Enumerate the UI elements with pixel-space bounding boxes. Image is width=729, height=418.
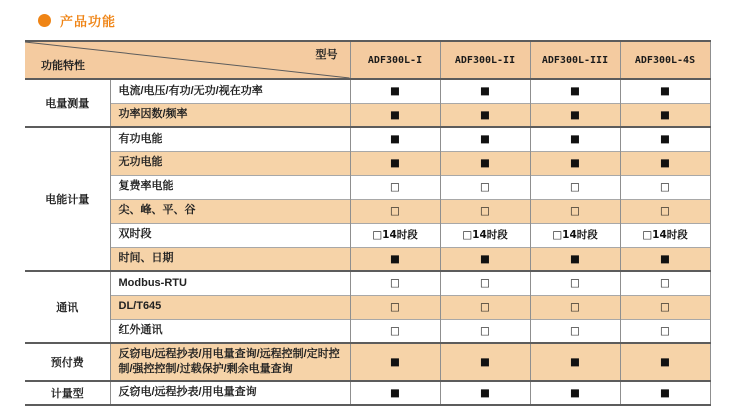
feature-cell: 反窃电/远程抄表/用电量查询 xyxy=(110,381,350,405)
support-mark: □ xyxy=(620,199,710,223)
feature-cell: Modbus-RTU xyxy=(110,271,350,295)
support-mark: ■ xyxy=(530,127,620,151)
support-mark: ■ xyxy=(440,151,530,175)
support-mark: □ xyxy=(440,319,530,343)
support-mark: ■ xyxy=(440,247,530,271)
support-mark: □ xyxy=(530,175,620,199)
support-mark: ■ xyxy=(620,343,710,381)
support-mark: ■ xyxy=(620,247,710,271)
table-row xyxy=(25,381,710,405)
support-mark: □ xyxy=(350,199,440,223)
table-row xyxy=(25,79,710,103)
feature-cell: 复费率电能 xyxy=(110,175,350,199)
support-mark: □14时段 xyxy=(620,223,710,247)
category-cell: 通讯 xyxy=(25,271,110,343)
support-mark: □ xyxy=(530,271,620,295)
support-mark: ■ xyxy=(350,127,440,151)
support-mark: □14时段 xyxy=(350,223,440,247)
support-mark: ■ xyxy=(620,103,710,127)
corner-model-label: 型号 xyxy=(315,49,338,61)
support-mark: ■ xyxy=(350,79,440,103)
support-mark: □ xyxy=(620,175,710,199)
support-mark: ■ xyxy=(530,247,620,271)
table-row xyxy=(25,343,710,381)
support-mark: ■ xyxy=(440,343,530,381)
table-row xyxy=(25,295,710,319)
model-header-adf300l-ii: ADF300L-II xyxy=(440,41,530,79)
support-mark: □ xyxy=(350,319,440,343)
feature-cell: 反窃电/远程抄表/用电量查询/远程控制/定时控制/强控控制/过载保护/剩余电量查询 xyxy=(110,343,350,381)
support-mark: ■ xyxy=(440,381,530,405)
support-mark: □ xyxy=(620,319,710,343)
support-mark: □ xyxy=(440,271,530,295)
feature-cell: 电流/电压/有功/无功/视在功率 xyxy=(110,79,350,103)
category-cell: 电量测量 xyxy=(25,79,110,127)
support-mark: □ xyxy=(530,295,620,319)
category-cell: 计量型 xyxy=(25,381,110,405)
table-row xyxy=(25,175,710,199)
support-mark: ■ xyxy=(530,103,620,127)
support-mark: □ xyxy=(530,319,620,343)
section-title xyxy=(38,11,116,30)
support-mark: ■ xyxy=(440,127,530,151)
table-row xyxy=(25,103,710,127)
feature-cell: 有功电能 xyxy=(110,127,350,151)
page-title: 产品功能 xyxy=(60,14,117,29)
table-row xyxy=(25,199,710,223)
support-mark: □ xyxy=(350,175,440,199)
support-mark: □14时段 xyxy=(440,223,530,247)
support-mark: □ xyxy=(350,271,440,295)
table-row xyxy=(25,271,710,295)
table-row xyxy=(25,247,710,271)
category-cell: 预付费 xyxy=(25,343,110,381)
feature-cell: 无功电能 xyxy=(110,151,350,175)
support-mark: ■ xyxy=(350,247,440,271)
bullet-icon xyxy=(38,14,51,27)
support-mark: ■ xyxy=(530,381,620,405)
support-mark: ■ xyxy=(530,79,620,103)
feature-cell: 双时段 xyxy=(110,223,350,247)
model-header-adf300l-4s: ADF300L-4S xyxy=(620,41,710,79)
support-mark: ■ xyxy=(620,381,710,405)
support-mark: ■ xyxy=(440,79,530,103)
model-header-adf300l-iii: ADF300L-III xyxy=(530,41,620,79)
feature-cell: DL/T645 xyxy=(110,295,350,319)
table-header-row xyxy=(25,41,710,79)
feature-cell: 功率因数/频率 xyxy=(110,103,350,127)
product-feature-table xyxy=(25,40,711,406)
support-mark: ■ xyxy=(620,151,710,175)
support-mark: ■ xyxy=(350,151,440,175)
support-mark: □ xyxy=(620,271,710,295)
support-mark: □ xyxy=(620,295,710,319)
support-mark: □14时段 xyxy=(530,223,620,247)
feature-cell: 尖、峰、平、谷 xyxy=(110,199,350,223)
support-mark: ■ xyxy=(350,343,440,381)
support-mark: □ xyxy=(530,199,620,223)
support-mark: ■ xyxy=(440,103,530,127)
table-row xyxy=(25,151,710,175)
support-mark: □ xyxy=(440,295,530,319)
feature-cell: 时间、日期 xyxy=(110,247,350,271)
table-row xyxy=(25,319,710,343)
support-mark: ■ xyxy=(350,103,440,127)
corner-feature-label: 功能特性 xyxy=(41,60,85,72)
table-row xyxy=(25,127,710,151)
support-mark: ■ xyxy=(620,79,710,103)
support-mark: ■ xyxy=(350,381,440,405)
feature-cell: 红外通讯 xyxy=(110,319,350,343)
support-mark: □ xyxy=(350,295,440,319)
diagonal-corner-cell xyxy=(25,41,350,79)
support-mark: ■ xyxy=(530,343,620,381)
support-mark: □ xyxy=(440,175,530,199)
support-mark: ■ xyxy=(620,127,710,151)
support-mark: ■ xyxy=(530,151,620,175)
support-mark: □ xyxy=(440,199,530,223)
model-header-adf300l-i: ADF300L-I xyxy=(350,41,440,79)
table-row xyxy=(25,223,710,247)
category-cell: 电能计量 xyxy=(25,127,110,271)
